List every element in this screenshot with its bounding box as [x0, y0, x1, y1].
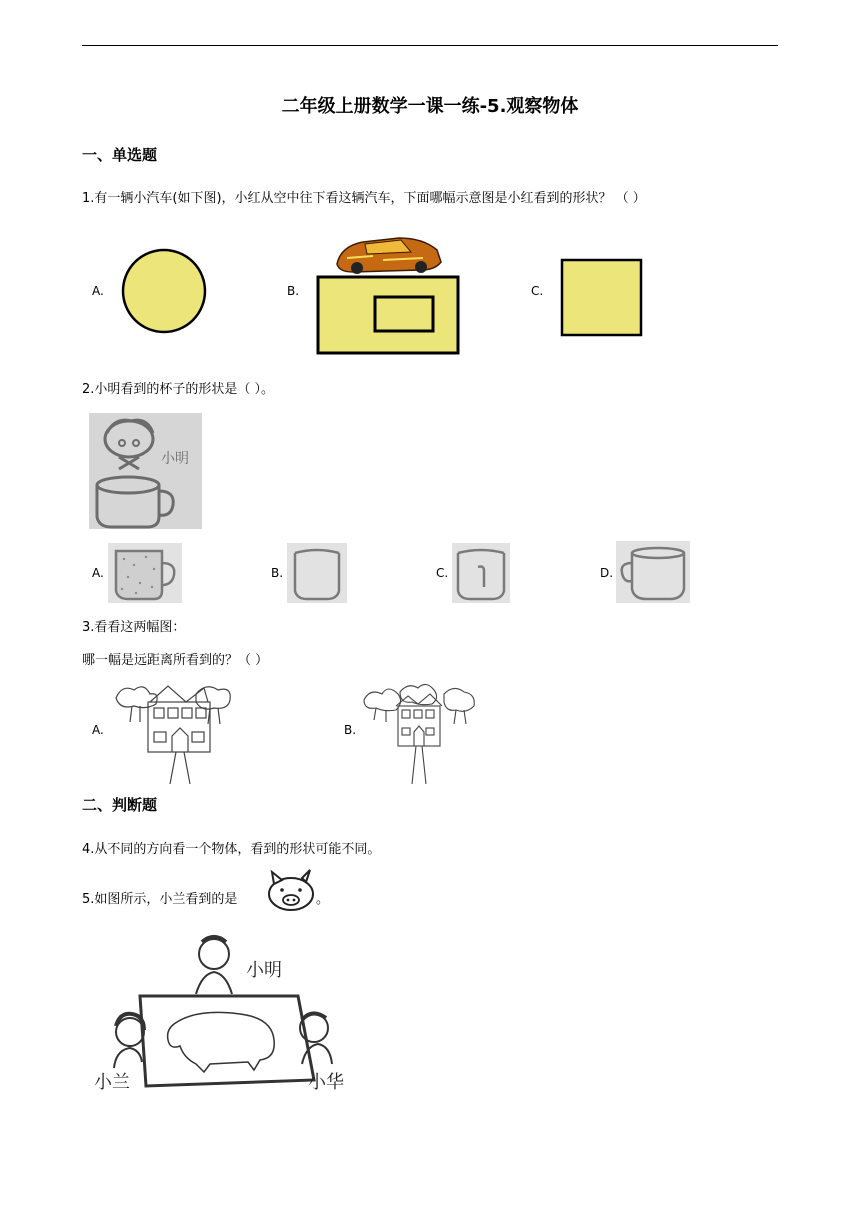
q3-option-b-house-far [360, 680, 478, 784]
xiaoming-label: 小明 [161, 451, 189, 467]
question-5-end: 。 [316, 892, 330, 907]
q3-option-b-label: B. [344, 723, 357, 737]
section-heading-single-choice: 一、单选题 [82, 146, 158, 164]
xiaolan-name-label: 小兰 [94, 1072, 130, 1093]
q2-option-a-cup-textured [108, 543, 182, 603]
q1-option-c-label: C. [531, 284, 544, 298]
q1-option-c-square [547, 236, 659, 346]
question-4-text: 4.从不同的方向看一个物体，看到的形状可能不同。 [82, 842, 381, 857]
section-heading-true-false: 二、判断题 [82, 796, 158, 814]
q2-option-d-cup-handle-left [616, 541, 690, 603]
question-3-text: 3.看看这两幅图： [82, 620, 186, 635]
question-1-text: 1.有一辆小汽车(如下图)，小红从空中往下看这辆汽车，下面哪幅示意图是小红看到的形状？ （ ） [82, 191, 646, 206]
xiaohua-name-label: 小华 [308, 1072, 344, 1093]
q2-xiaoming-cup-figure [89, 413, 202, 529]
q2-option-c-cup-handle-front [452, 543, 510, 603]
q2-option-d-label: D. [600, 566, 614, 580]
q2-option-b-cup-plain [287, 543, 347, 603]
header-rule [82, 45, 778, 46]
car-picture [337, 238, 441, 274]
q1-option-a-circle [108, 236, 226, 342]
q1-option-b-label: B. [287, 284, 300, 298]
page-title: 二年级上册数学一课一练-5.观察物体 [281, 96, 579, 117]
question-5-text: 5.如图所示，小兰看到的是 [82, 892, 238, 907]
q1-option-b-car-top-view [303, 220, 469, 358]
q1-option-a-label: A. [92, 284, 104, 298]
pig-face-icon [266, 866, 318, 912]
q2-option-c-label: C. [436, 566, 449, 580]
question-3-subtext: 哪一幅是远距离所看到的？（ ） [82, 653, 269, 668]
q2-option-b-label: B. [271, 566, 284, 580]
q2-option-a-label: A. [92, 566, 104, 580]
question-2-text: 2.小明看到的杯子的形状是（ ）。 [82, 382, 275, 397]
q3-option-a-label: A. [92, 723, 104, 737]
xiaoming-name-label: 小明 [246, 960, 282, 981]
q5-pig-viewing-figure [90, 932, 360, 1098]
q3-option-a-house-near [110, 680, 238, 784]
